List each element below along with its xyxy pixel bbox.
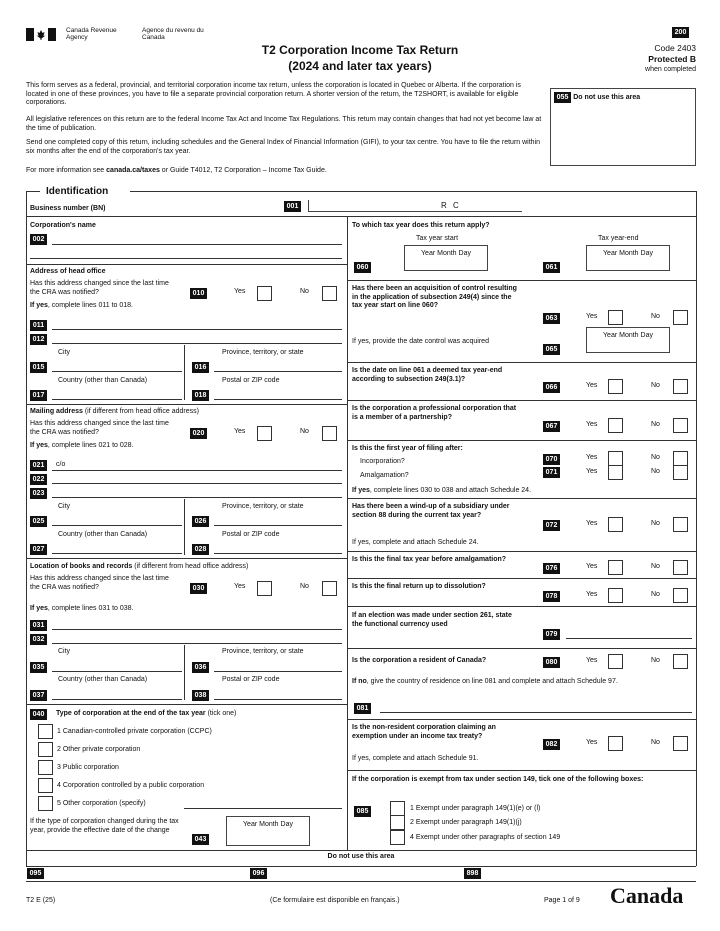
q063-yes-checkbox[interactable] (608, 310, 623, 325)
mailing-address-heading: Mailing address (if different from head office address) (30, 408, 199, 415)
type-1-checkbox[interactable] (38, 724, 53, 739)
question-063: Has there been an acquisition of control resulting in the application of subsection 249(4) since the tax year start on line 060? (352, 285, 517, 309)
type-change-label: If the type of corporation changed during the tax year, provide the effective date of the change (30, 818, 179, 834)
agency-name-fr: Agence du revenu du Canada (142, 27, 204, 41)
intro-paragraph-2: All legislative references on this return are to the federal Income Tax Act and Income Tax Regulations. This return may contain changes that had not yet become law at the time of publication. (26, 116, 542, 132)
french-note: (Ce formulaire est disponible en français.) (270, 897, 400, 904)
q070-no-checkbox[interactable] (673, 451, 688, 466)
q076-no-checkbox[interactable] (673, 560, 688, 575)
canada-wordmark: Canada (610, 883, 684, 908)
question-082: Is the non-resident corporation claiming an exemption under an income tax treaty? (352, 724, 496, 740)
question-078: Is this the final return up to dissolution? (352, 583, 486, 590)
q072-no-checkbox[interactable] (673, 517, 688, 532)
books-yes-checkbox[interactable] (257, 581, 272, 596)
business-number-label: Business number (BN) (30, 205, 106, 212)
question-080: Is the corporation a resident of Canada? (352, 657, 487, 664)
q080-no-checkbox[interactable] (673, 654, 688, 669)
intro-paragraph-4: For more information see canada.ca/taxes or Guide T4012, T2 Corporation – Income Tax Guide. (26, 167, 327, 174)
mailing-yes-checkbox[interactable] (257, 426, 272, 441)
q066-yes-checkbox[interactable] (608, 379, 623, 394)
corporation-name-label: Corporation's name (30, 222, 96, 229)
type-change-date-input[interactable]: Year Month Day (226, 816, 310, 846)
books-records-heading: Location of books and records (if different from head office address) (30, 563, 249, 570)
control-date-input[interactable]: Year Month Day (586, 327, 670, 353)
intro-paragraph-1: This form serves as a federal, provincial, and territorial corporation income tax return, unless the corporation is located in Quebec or Alberta. If the corporation is located in one of these provinces, you have to file a separate provincial corporation return. A shorter version of the return, the T2SHORT, is available for eligible corporations. (26, 82, 521, 106)
when-completed: when completed (645, 66, 696, 73)
question-072: Has there been a wind-up of a subsidiary under section 88 during the current tax year? (352, 503, 510, 519)
do-not-use-footer: Do not use this area (327, 853, 395, 860)
form-subtitle: (2024 and later tax years) (288, 59, 432, 73)
q082-no-checkbox[interactable] (673, 736, 688, 751)
tax-year-question: To which tax year does this return apply? (352, 222, 490, 229)
q076-yes-checkbox[interactable] (608, 560, 623, 575)
agency-name-en: Canada Revenue Agency (66, 27, 117, 41)
protected-label: Protected B (648, 54, 696, 64)
identification-heading: Identification (46, 186, 109, 197)
q078-no-checkbox[interactable] (673, 588, 688, 603)
corporation-type-heading: Type of corporation at the end of the tax year (tick one) (56, 710, 237, 717)
mailing-no-checkbox[interactable] (322, 426, 337, 441)
question-066: Is the date on line 061 a deemed tax year-end according to subsection 249(3.1)? (352, 367, 503, 383)
q070-yes-checkbox[interactable] (608, 451, 623, 466)
books-no-checkbox[interactable] (322, 581, 337, 596)
do-not-use-box-055: 055 Do not use this area (550, 88, 696, 166)
head-office-no-checkbox[interactable] (322, 286, 337, 301)
form-code: Code 2403 (654, 43, 696, 53)
business-number-input[interactable]: R C (308, 200, 522, 212)
head-office-change-question: Has this address changed since the last time the CRA was notified? (30, 280, 169, 296)
tax-year-end-input[interactable]: Year Month Day (586, 245, 670, 271)
q067-no-checkbox[interactable] (673, 418, 688, 433)
q071-no-checkbox[interactable] (673, 465, 688, 480)
q080-yes-checkbox[interactable] (608, 654, 623, 669)
type-5-checkbox[interactable] (38, 796, 53, 811)
canada-taxes-link[interactable]: canada.ca/taxes (106, 167, 160, 174)
question-070: Is this the first year of filing after: (352, 445, 463, 452)
q066-no-checkbox[interactable] (673, 379, 688, 394)
question-085: If the corporation is exempt from tax under section 149, tick one of the following boxes: (352, 776, 644, 783)
q082-yes-checkbox[interactable] (608, 736, 623, 751)
bn-code: 001 (284, 201, 301, 212)
form-id: T2 E (25) (26, 897, 56, 904)
form-title: T2 Corporation Income Tax Return (261, 43, 459, 57)
type-2-checkbox[interactable] (38, 742, 53, 757)
code-002: 002 (30, 234, 47, 245)
tax-year-start-input[interactable]: Year Month Day (404, 245, 488, 271)
head-office-heading: Address of head office (30, 268, 106, 275)
exempt-1-checkbox[interactable] (390, 801, 405, 816)
exempt-4-checkbox[interactable] (390, 830, 405, 845)
head-office-yes-checkbox[interactable] (257, 286, 272, 301)
canada-flag-icon (26, 28, 56, 43)
type-3-checkbox[interactable] (38, 760, 53, 775)
q067-yes-checkbox[interactable] (608, 418, 623, 433)
question-076: Is this the final tax year before amalgamation? (352, 556, 507, 563)
question-079: If an election was made under section 261, state the functional currency used (352, 612, 512, 628)
form-number-badge: 200 (672, 27, 689, 38)
question-067: Is the corporation a professional corporation that is a member of a partnership? (352, 405, 517, 421)
q063-no-checkbox[interactable] (673, 310, 688, 325)
type-4-checkbox[interactable] (38, 778, 53, 793)
q078-yes-checkbox[interactable] (608, 588, 623, 603)
exempt-2-checkbox[interactable] (390, 815, 405, 830)
page-number: Page 1 of 9 (544, 897, 580, 904)
intro-paragraph-3: Send one completed copy of this return, including schedules and the General Index of Financial Information (GIFI), to your tax centre. You have to file the return within six months after the end of the corporation's tax year. (26, 139, 541, 155)
q071-yes-checkbox[interactable] (608, 465, 623, 480)
q072-yes-checkbox[interactable] (608, 517, 623, 532)
